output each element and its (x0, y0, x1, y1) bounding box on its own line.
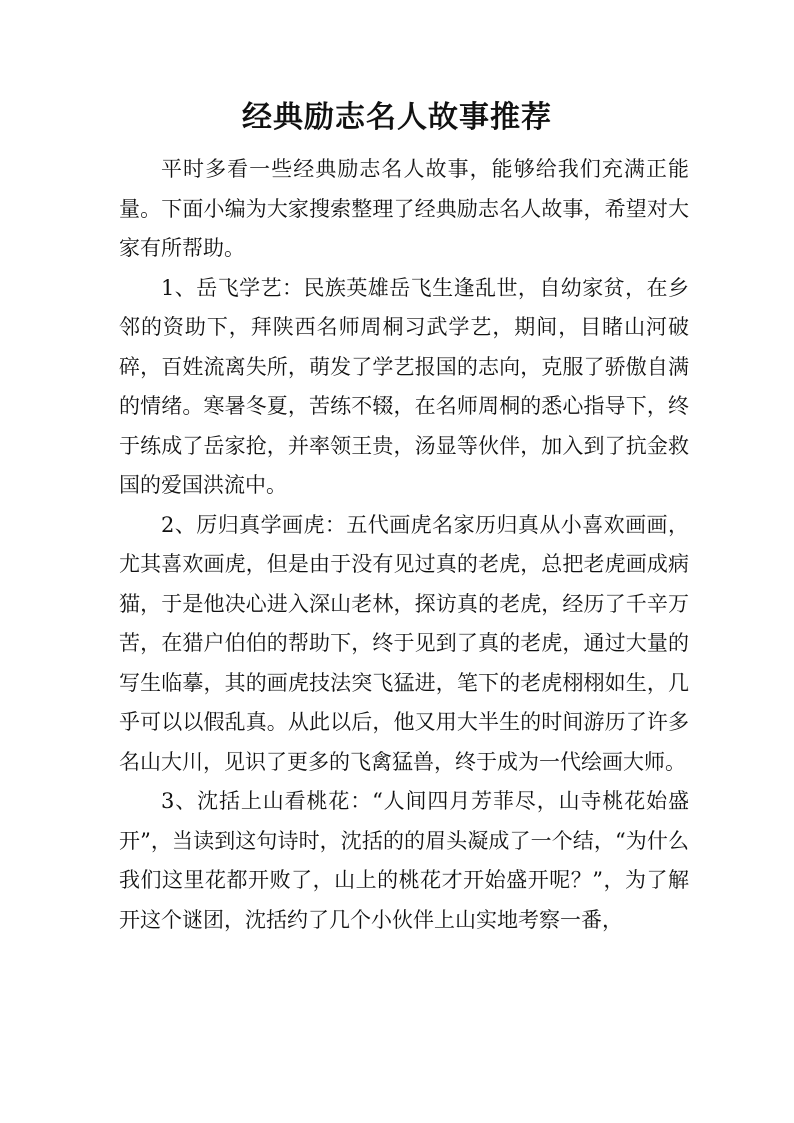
document-title: 经典励志名人故事推荐 (242, 100, 552, 135)
story-paragraph-li-guizhen: 2、厉归真学画虎：五代画虎名家历归真从小喜欢画画，尤其喜欢画虎，但是由于没有见过真的老虎，总把老虎画成病猫，于是他决心进入深山老林，探访真的老虎，经历了千辛万苦，在猎户伯伯的帮助下，终于见到了真的老虎，通过大量的写生临摹，其的画虎技法突飞猛进，笔下的老虎栩栩如生，几乎可以以假乱真。从此以后，他又用大半生的时间游历了许多名山大川，见识了更多的飞禽猛兽，终于成为一代绘画大师。 (119, 512, 689, 774)
intro-paragraph: 平时多看一些经典励志名人故事，能够给我们充满正能量。下面小编为大家搜索整理了经典励志名人故事，希望对大家有所帮助。 (119, 157, 689, 260)
story-paragraph-shen-kuo: 3、沈括上山看桃花：“人间四月芳菲尽，山寺桃花始盛开”，当读到这句诗时，沈括的的眉头凝成了一个结，“为什么我们这里花都开败了，山上的桃花才开始盛开呢？”，为了解开这个谜团，沈括约了几个小伙伴上山实地考察一番， (119, 789, 689, 932)
document-body (119, 150, 689, 940)
story-paragraph-yue-fei: 1、岳飞学艺：民族英雄岳飞生逢乱世，自幼家贫，在乡邻的资助下，拜陕西名师周桐习武学艺，期间，目睹山河破碎，百姓流离失所，萌发了学艺报国的志向，克服了骄傲自满的情绪。寒暑冬夏，苦练不辍，在名师周桐的悉心指导下，终于练成了岳家抢，并率领王贵，汤显等伙伴，加入到了抗金救国的爱国洪流中。 (119, 275, 689, 497)
